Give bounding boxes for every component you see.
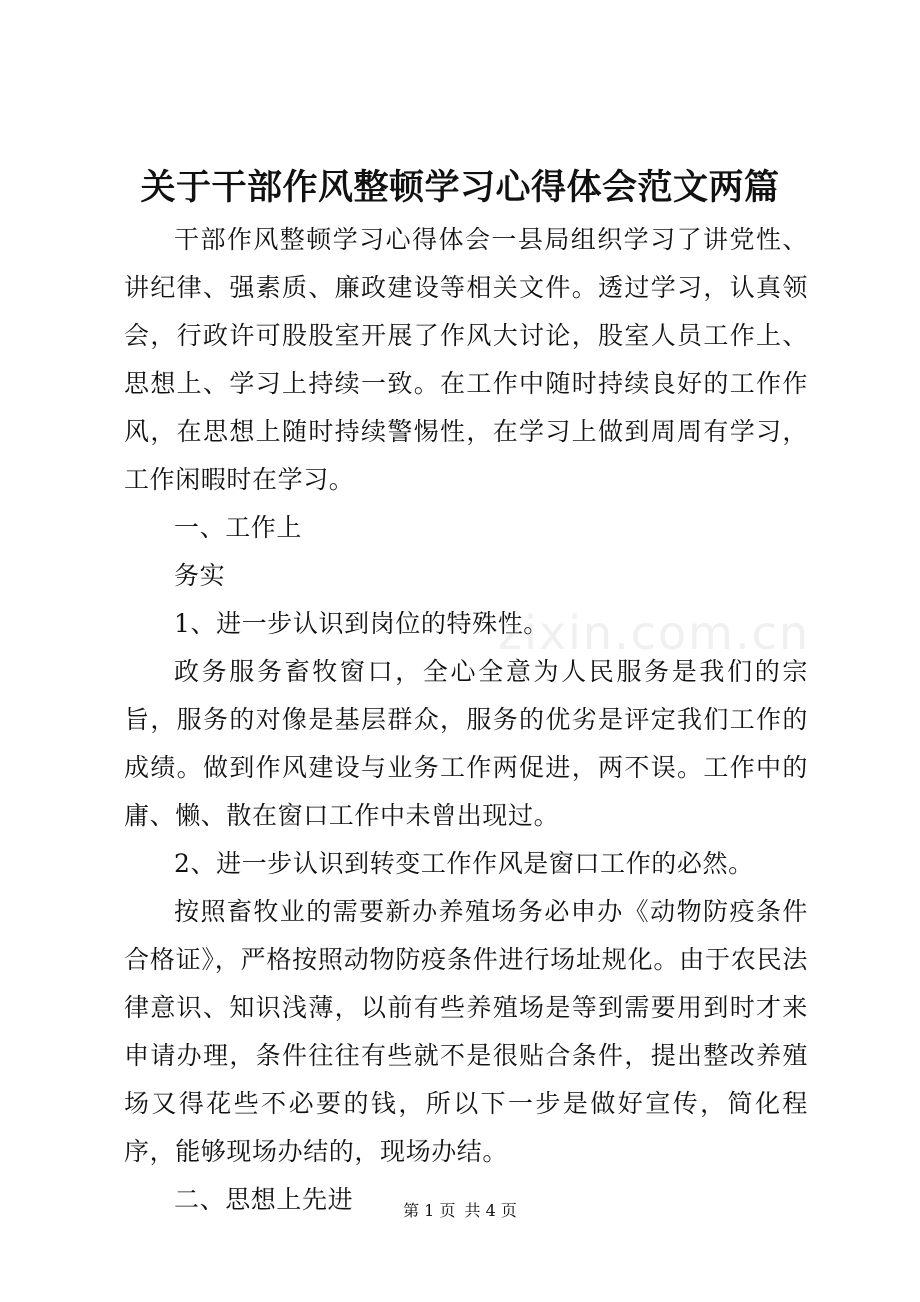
paragraph-window-service: 政务服务畜牧窗口，全心全意为人民服务是我们的宗旨，服务的对像是基层群众，服务的优劣是评定我们工作的成绩。做到作风建设与业务工作两促进，两不误。工作中的庸、懒、散在窗口工作中未曾出现过。 (124, 657, 808, 830)
document-title: 关于干部作风整顿学习心得体会范文两篇 (140, 167, 780, 208)
document-body (124, 216, 811, 1224)
paragraph-livestock-certificate: 按照畜牧业的需要新办养殖场务必申办《动物防疫条件合格证》，严格按照动物防疫条件进行场址规化。由于农民法律意识、知识浅薄，以前有些养殖场是等到需要用到时才来申请办理，条件往往有些就不是很贴合条件，提出整改养殖场又得花些不必要的钱，所以下一步是做好宣传，简化程序，能够现场办结的，现场办结。 (124, 897, 808, 1166)
subheading-pragmatic: 务实 (174, 561, 226, 590)
page-number-current: 第 1 页 (403, 1201, 456, 1220)
watermark-logo: zixin.com.cn (498, 606, 811, 660)
section-heading-work: 一、工作上 (174, 513, 303, 542)
page-number-total: 共 4 页 (464, 1201, 517, 1220)
page-footer (0, 1200, 920, 1222)
paragraph-intro: 干部作风整顿学习心得体会一县局组织学习了讲党性、讲纪律、强素质、廉政建设等相关文件。透过学习，认真领会，行政许可股股室开展了作风大讨论，股室人员工作上、思想上、学习上持续一致。在工作中随时持续良好的工作作风，在思想上随时持续警惕性，在学习上做到周周有学习，工作闲暇时在学习。 (124, 225, 808, 494)
section-heading-thought: 二、思想上先进 (174, 1185, 354, 1214)
point-2-heading: 2、进一步认识到转变工作作风是窗口工作的必然。 (174, 849, 754, 878)
point-1-heading: 1、进一步认识到岗位的特殊性。 (174, 609, 549, 638)
